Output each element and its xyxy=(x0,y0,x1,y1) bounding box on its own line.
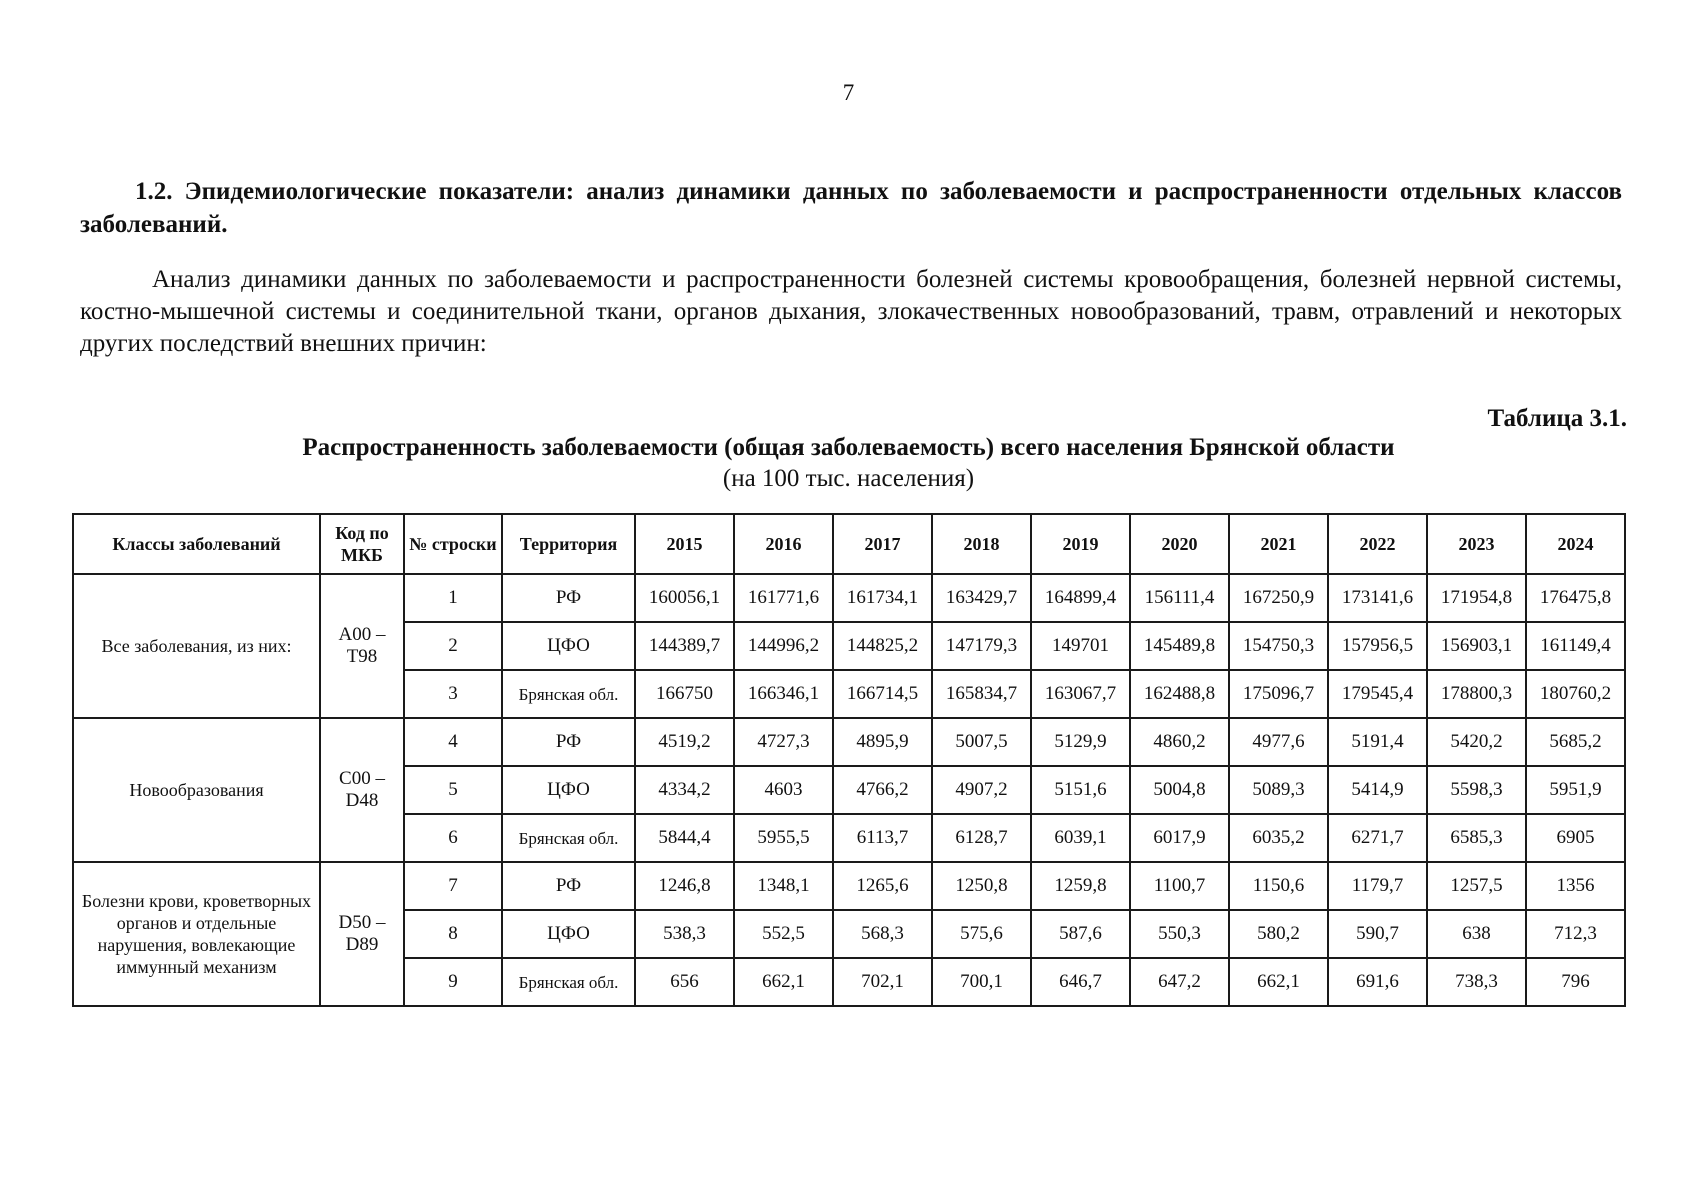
value-cell: 162488,8 xyxy=(1130,670,1229,718)
value-cell: 646,7 xyxy=(1031,958,1130,1006)
value-cell: 163067,7 xyxy=(1031,670,1130,718)
header-year: 2021 xyxy=(1229,514,1328,574)
value-cell: 4334,2 xyxy=(635,766,734,814)
value-cell: 161771,6 xyxy=(734,574,833,622)
value-cell: 1265,6 xyxy=(833,862,932,910)
value-cell: 700,1 xyxy=(932,958,1031,1006)
value-cell: 175096,7 xyxy=(1229,670,1328,718)
value-cell: 796 xyxy=(1526,958,1625,1006)
row-number-cell: 2 xyxy=(404,622,502,670)
page-number: 7 xyxy=(842,80,855,105)
territory-cell: ЦФО xyxy=(502,622,635,670)
value-cell: 580,2 xyxy=(1229,910,1328,958)
value-cell: 6585,3 xyxy=(1427,814,1526,862)
row-number-cell: 6 xyxy=(404,814,502,862)
value-cell: 6113,7 xyxy=(833,814,932,862)
table-row xyxy=(73,574,1625,622)
value-cell: 590,7 xyxy=(1328,910,1427,958)
value-cell: 5955,5 xyxy=(734,814,833,862)
value-cell: 538,3 xyxy=(635,910,734,958)
intro-paragraph: Анализ динамики данных по заболеваемости и распространенности болезней системы кровообращения, болезней нервной системы, костно-мышечной системы и соединительной ткани, органов дыхания, злокачественных новообразований, травм, отравлений и некоторых других последствий внешних причин: xyxy=(80,266,1622,357)
value-cell: 165834,7 xyxy=(932,670,1031,718)
value-cell: 702,1 xyxy=(833,958,932,1006)
value-cell: 147179,3 xyxy=(932,622,1031,670)
value-cell: 662,1 xyxy=(1229,958,1328,1006)
row-number-cell: 8 xyxy=(404,910,502,958)
value-cell: 180760,2 xyxy=(1526,670,1625,718)
value-cell: 173141,6 xyxy=(1328,574,1427,622)
value-cell: 156903,1 xyxy=(1427,622,1526,670)
value-cell: 4895,9 xyxy=(833,718,932,766)
header-year: 2020 xyxy=(1130,514,1229,574)
value-cell: 662,1 xyxy=(734,958,833,1006)
icd-code-cell: C00 – D48 xyxy=(320,718,404,862)
header-class: Классы заболеваний xyxy=(73,514,320,574)
row-number-cell: 9 xyxy=(404,958,502,1006)
value-cell: 1179,7 xyxy=(1328,862,1427,910)
value-cell: 638 xyxy=(1427,910,1526,958)
value-cell: 176475,8 xyxy=(1526,574,1625,622)
territory-cell: ЦФО xyxy=(502,766,635,814)
value-cell: 6905 xyxy=(1526,814,1625,862)
value-cell: 179545,4 xyxy=(1328,670,1427,718)
value-cell: 149701 xyxy=(1031,622,1130,670)
row-number-cell: 5 xyxy=(404,766,502,814)
value-cell: 1356 xyxy=(1526,862,1625,910)
header-year: 2016 xyxy=(734,514,833,574)
value-cell: 144996,2 xyxy=(734,622,833,670)
value-cell: 161734,1 xyxy=(833,574,932,622)
territory-cell: Брянская обл. xyxy=(502,958,635,1006)
value-cell: 154750,3 xyxy=(1229,622,1328,670)
value-cell: 1250,8 xyxy=(932,862,1031,910)
header-year: 2017 xyxy=(833,514,932,574)
value-cell: 575,6 xyxy=(932,910,1031,958)
value-cell: 167250,9 xyxy=(1229,574,1328,622)
value-cell: 6039,1 xyxy=(1031,814,1130,862)
value-cell: 6128,7 xyxy=(932,814,1031,862)
value-cell: 1100,7 xyxy=(1130,862,1229,910)
value-cell: 166346,1 xyxy=(734,670,833,718)
table-label: Таблица 3.1. xyxy=(1487,405,1627,432)
value-cell: 144825,2 xyxy=(833,622,932,670)
value-cell: 568,3 xyxy=(833,910,932,958)
table-row xyxy=(73,862,1625,910)
territory-cell: Брянская обл. xyxy=(502,670,635,718)
value-cell: 1246,8 xyxy=(635,862,734,910)
header-year: 2019 xyxy=(1031,514,1130,574)
icd-code-cell: A00 – T98 xyxy=(320,574,404,718)
value-cell: 4977,6 xyxy=(1229,718,1328,766)
value-cell: 171954,8 xyxy=(1427,574,1526,622)
header-icd: Код по МКБ xyxy=(320,514,404,574)
section-heading: 1.2. Эпидемиологические показатели: анализ динамики данных по заболеваемости и распространенности отдельных классов заболеваний. xyxy=(80,178,1622,238)
table-body xyxy=(73,574,1625,1006)
header-year: 2023 xyxy=(1427,514,1526,574)
header-territory: Территория xyxy=(502,514,635,574)
value-cell: 5414,9 xyxy=(1328,766,1427,814)
territory-cell: Брянская обл. xyxy=(502,814,635,862)
value-cell: 5844,4 xyxy=(635,814,734,862)
value-cell: 656 xyxy=(635,958,734,1006)
value-cell: 6271,7 xyxy=(1328,814,1427,862)
table-header-row xyxy=(73,514,1625,574)
value-cell: 5685,2 xyxy=(1526,718,1625,766)
value-cell: 161149,4 xyxy=(1526,622,1625,670)
header-year: 2024 xyxy=(1526,514,1625,574)
value-cell: 5191,4 xyxy=(1328,718,1427,766)
territory-cell: РФ xyxy=(502,718,635,766)
value-cell: 145489,8 xyxy=(1130,622,1229,670)
value-cell: 178800,3 xyxy=(1427,670,1526,718)
value-cell: 4766,2 xyxy=(833,766,932,814)
value-cell: 550,3 xyxy=(1130,910,1229,958)
icd-code-cell: D50 – D89 xyxy=(320,862,404,1006)
value-cell: 5004,8 xyxy=(1130,766,1229,814)
value-cell: 156111,4 xyxy=(1130,574,1229,622)
disease-class-cell: Все заболевания, из них: xyxy=(73,574,320,718)
value-cell: 712,3 xyxy=(1526,910,1625,958)
value-cell: 4727,3 xyxy=(734,718,833,766)
value-cell: 587,6 xyxy=(1031,910,1130,958)
value-cell: 160056,1 xyxy=(635,574,734,622)
value-cell: 4519,2 xyxy=(635,718,734,766)
value-cell: 157956,5 xyxy=(1328,622,1427,670)
value-cell: 5007,5 xyxy=(932,718,1031,766)
value-cell: 164899,4 xyxy=(1031,574,1130,622)
disease-class-cell: Болезни крови, кроветворных органов и отдельные нарушения, вовлекающие иммунный механизм xyxy=(73,862,320,1006)
value-cell: 1348,1 xyxy=(734,862,833,910)
value-cell: 166750 xyxy=(635,670,734,718)
value-cell: 5951,9 xyxy=(1526,766,1625,814)
value-cell: 5089,3 xyxy=(1229,766,1328,814)
morbidity-table xyxy=(72,513,1626,1007)
value-cell: 1259,8 xyxy=(1031,862,1130,910)
value-cell: 4860,2 xyxy=(1130,718,1229,766)
value-cell: 163429,7 xyxy=(932,574,1031,622)
value-cell: 647,2 xyxy=(1130,958,1229,1006)
table-title: Распространенность заболеваемости (общая заболеваемость) всего населения Брянской области xyxy=(302,434,1395,461)
header-year: 2022 xyxy=(1328,514,1427,574)
value-cell: 144389,7 xyxy=(635,622,734,670)
header-year: 2018 xyxy=(932,514,1031,574)
value-cell: 5129,9 xyxy=(1031,718,1130,766)
value-cell: 6017,9 xyxy=(1130,814,1229,862)
territory-cell: ЦФО xyxy=(502,910,635,958)
value-cell: 738,3 xyxy=(1427,958,1526,1006)
row-number-cell: 7 xyxy=(404,862,502,910)
territory-cell: РФ xyxy=(502,862,635,910)
disease-class-cell: Новообразования xyxy=(73,718,320,862)
value-cell: 4907,2 xyxy=(932,766,1031,814)
value-cell: 5151,6 xyxy=(1031,766,1130,814)
value-cell: 6035,2 xyxy=(1229,814,1328,862)
value-cell: 691,6 xyxy=(1328,958,1427,1006)
value-cell: 166714,5 xyxy=(833,670,932,718)
row-number-cell: 4 xyxy=(404,718,502,766)
row-number-cell: 1 xyxy=(404,574,502,622)
value-cell: 5598,3 xyxy=(1427,766,1526,814)
value-cell: 552,5 xyxy=(734,910,833,958)
value-cell: 1150,6 xyxy=(1229,862,1328,910)
table-subtitle: (на 100 тыс. населения) xyxy=(722,465,975,492)
value-cell: 1257,5 xyxy=(1427,862,1526,910)
header-year: 2015 xyxy=(635,514,734,574)
header-row-number: № строски xyxy=(404,514,502,574)
row-number-cell: 3 xyxy=(404,670,502,718)
value-cell: 4603 xyxy=(734,766,833,814)
table-row xyxy=(73,718,1625,766)
territory-cell: РФ xyxy=(502,574,635,622)
value-cell: 5420,2 xyxy=(1427,718,1526,766)
